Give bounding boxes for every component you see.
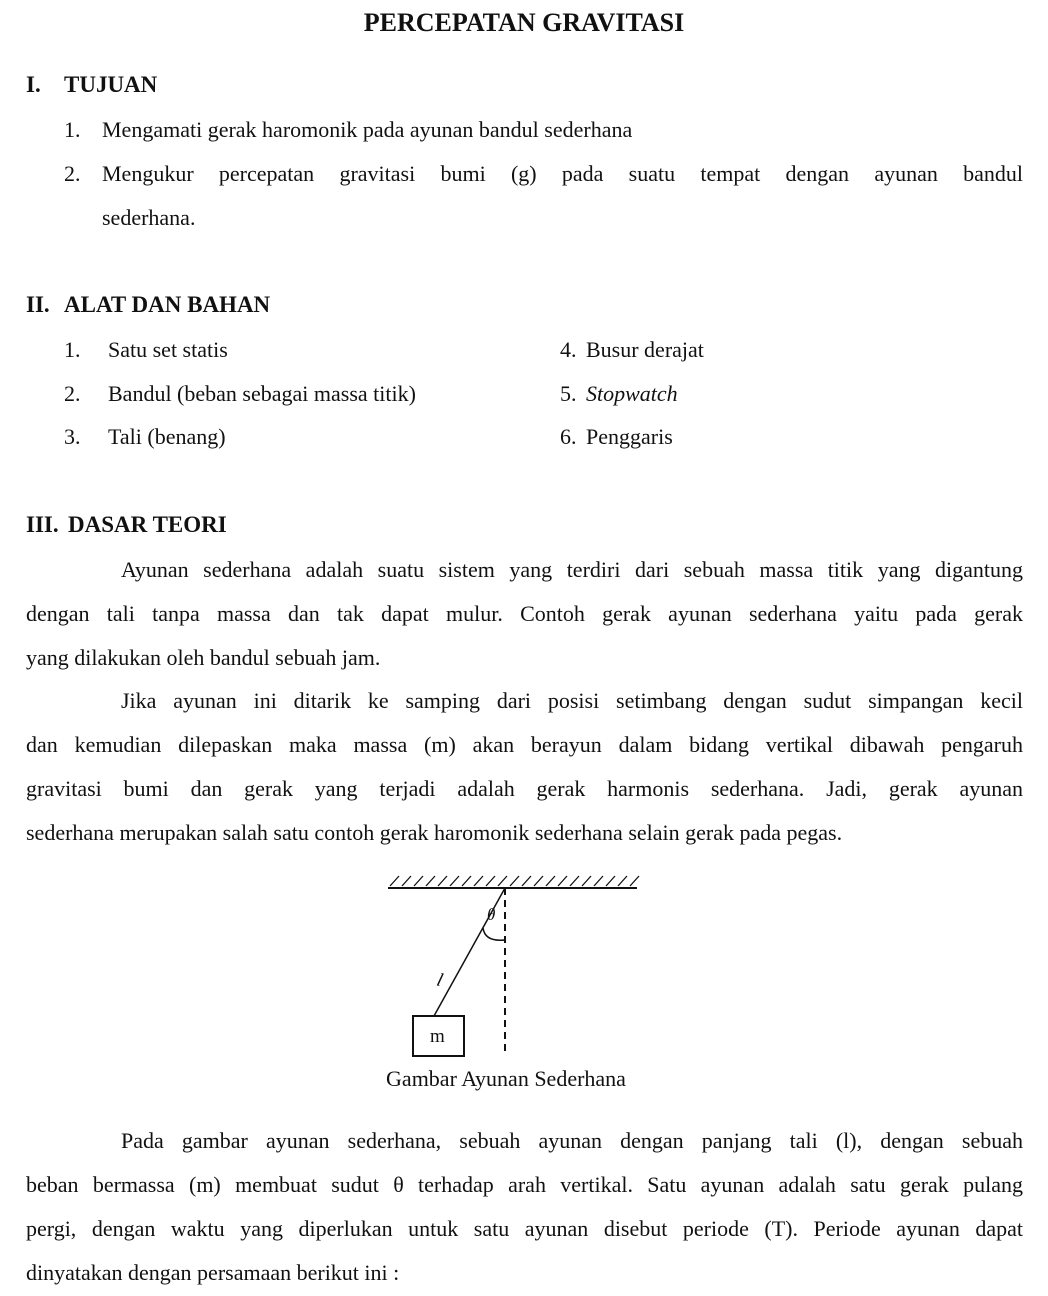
section-number-tujuan: I. — [26, 72, 41, 97]
paragraph-1-line-3: yang dilakukan oleh bandul sebuah jam. — [26, 645, 381, 670]
tujuan-item-1-text: Mengamati gerak haromonik pada ayunan bandul sederhana — [102, 117, 633, 142]
section-number-alat: II. — [26, 292, 50, 317]
angle-label: θ — [487, 905, 496, 924]
paragraph-1-line-2: dengan tali tanpa massa dan tak dapat mulur. Contoh gerak ayunan sederhana yaitu pada gerak — [26, 601, 1023, 626]
alat-item-6-text: Penggaris — [586, 424, 673, 449]
section-heading-tujuan: TUJUAN — [64, 72, 158, 97]
alat-item-6-number: 6. — [560, 424, 577, 449]
alat-item-4-text: Busur derajat — [586, 337, 704, 362]
alat-item-2-number: 2. — [64, 381, 81, 406]
alat-item-2-text: Bandul (beban sebagai massa titik) — [108, 381, 416, 406]
tujuan-item-2-number: 2. — [64, 161, 81, 186]
paragraph-3-line-1: Pada gambar ayunan sederhana, sebuah ayunan dengan panjang tali (l), dengan sebuah — [121, 1128, 1023, 1153]
paragraph-2-line-3: gravitasi bumi dan gerak yang terjadi adalah gerak harmonis sederhana. Jadi, gerak ayunan — [26, 776, 1023, 801]
mass-label: m — [430, 1026, 445, 1047]
paragraph-3-line-2: beban bermassa (m) membuat sudut θ terhadap arah vertikal. Satu ayunan adalah satu gerak pulang — [26, 1172, 1023, 1197]
pendulum-illustration — [385, 870, 645, 1060]
paragraph-3-line-4: dinyatakan dengan persamaan berikut ini : — [26, 1260, 400, 1285]
paragraph-3-line-3: pergi, dengan waktu yang diperlukan untuk satu ayunan disebut periode (T). Periode ayunan dapat — [26, 1216, 1023, 1241]
alat-item-4-number: 4. — [560, 337, 577, 362]
paragraph-2-line-2: dan kemudian dilepaskan maka massa (m) akan berayun dalam bidang vertikal dibawah pengaruh — [26, 732, 1023, 757]
paragraph-2-line-1: Jika ayunan ini ditarik ke samping dari posisi setimbang dengan sudut simpangan kecil — [121, 688, 1023, 713]
section-heading-teori: DASAR TEORI — [68, 512, 227, 537]
alat-item-3-text: Tali (benang) — [108, 424, 226, 449]
section-heading-alat: ALAT DAN BAHAN — [64, 292, 271, 317]
tujuan-item-1-number: 1. — [64, 117, 81, 142]
alat-item-5-text: Stopwatch — [586, 381, 678, 406]
section-number-teori: III. — [26, 512, 59, 537]
paragraph-1-line-1: Ayunan sederhana adalah suatu sistem yang terdiri dari sebuah massa titik yang digantung — [121, 557, 1023, 582]
figure-caption: Gambar Ayunan Sederhana — [386, 1066, 626, 1091]
pendulum-diagram — [385, 870, 645, 1060]
alat-item-1-number: 1. — [64, 337, 81, 362]
alat-item-3-number: 3. — [64, 424, 81, 449]
alat-item-1-text: Satu set statis — [108, 337, 228, 362]
paragraph-2-line-4: sederhana merupakan salah satu contoh gerak haromonik sederhana selain gerak pada pegas. — [26, 820, 843, 845]
alat-item-5-number: 5. — [560, 381, 577, 406]
tujuan-item-2-text-cont: sederhana. — [102, 205, 196, 230]
page-title: PERCEPATAN GRAVITASI — [363, 8, 685, 37]
length-label: l — [434, 969, 446, 992]
tujuan-item-2-text: Mengukur percepatan gravitasi bumi (g) pada suatu tempat dengan ayunan bandul — [102, 161, 1023, 186]
